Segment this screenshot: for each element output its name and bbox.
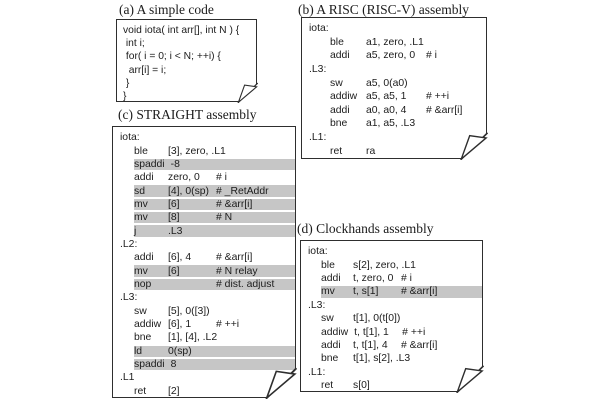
caption-panel-c: (c) STRAIGHT assembly: [118, 107, 257, 122]
operands: [5], 0([3]): [168, 305, 210, 317]
asm-label-line: .L3:: [308, 299, 326, 311]
operands: t[1], s[2], .L3: [353, 353, 411, 365]
opcode: ret: [134, 385, 147, 397]
operands: 0(sp): [168, 345, 192, 357]
opcode: mv: [134, 212, 148, 224]
operands: [6]: [168, 198, 180, 210]
operands: [2]: [168, 385, 180, 397]
asm-line: [302, 104, 486, 118]
code-line: }: [123, 90, 127, 102]
opcode: sw: [134, 305, 147, 317]
asm-line: [113, 331, 295, 344]
operands: t, zero, 0: [353, 272, 394, 284]
operands: -8: [170, 158, 180, 170]
asm-line-highlighted: [301, 285, 482, 298]
operands: [6]: [168, 265, 180, 277]
asm-line: [301, 272, 482, 285]
code-line: for( i = 0; i < N; ++i) {: [123, 51, 221, 63]
asm-label-line: .L3:: [309, 64, 327, 76]
folded-corner-icon: [263, 365, 297, 399]
folded-corner-icon: [454, 363, 484, 393]
opcode: nop: [134, 278, 152, 290]
asm-label-line: .L1: [120, 372, 135, 384]
comment: # ++i: [216, 318, 240, 330]
asm-line-highlighted: [113, 264, 295, 277]
asm-line: [113, 144, 295, 157]
code-line: }: [123, 77, 130, 89]
asm-label-line: .L2:: [120, 238, 138, 250]
comment: # &arr[i]: [401, 286, 438, 298]
caption-panel-b: (b) A RISC (RISC-V) assembly: [298, 2, 470, 17]
panel-b-riscv-assembly: [301, 17, 487, 159]
opcode: spaddi: [134, 158, 165, 170]
operands: s[0]: [353, 380, 370, 392]
opcode: addi: [321, 339, 341, 351]
operands: [6], 4: [168, 252, 192, 264]
opcode: addi: [330, 50, 350, 62]
asm-line: [113, 304, 295, 317]
operands: [3], zero, .L1: [168, 145, 226, 157]
comment: # N: [216, 212, 233, 224]
comment: # i: [401, 272, 412, 284]
asm-line-highlighted: [113, 158, 295, 171]
opcode: sw: [321, 313, 334, 325]
caption-panel-a: (a) A simple code: [119, 2, 214, 17]
opcode: mv: [134, 198, 148, 210]
operands: t, t[1], 4: [353, 339, 388, 351]
operands: 8: [170, 359, 177, 371]
asm-line: [302, 76, 486, 90]
panel-d-clockhands-assembly: [300, 240, 483, 392]
asm-line: [302, 49, 486, 63]
comment: # N relay: [216, 265, 258, 277]
opcode: ret: [330, 145, 343, 157]
asm-line: [301, 339, 482, 352]
operands: t, s[1]: [353, 286, 379, 298]
opcode: mv: [134, 265, 148, 277]
asm-line: [113, 171, 295, 184]
operands: [8]: [168, 212, 180, 224]
operands: a1, a5, .L3: [366, 118, 416, 130]
asm-line: [113, 318, 295, 331]
asm-label-line: .L3:: [120, 292, 138, 304]
operands: [4], 0(sp): [168, 185, 209, 197]
operands: a1, zero, .L1: [366, 36, 424, 48]
asm-label-line: .L1:: [309, 132, 327, 144]
asm-line-highlighted: [113, 198, 295, 211]
opcode: ble: [134, 145, 148, 157]
asm-line: [302, 36, 486, 50]
opcode: addi: [134, 252, 154, 264]
operands: t, t[1], 1: [354, 326, 389, 338]
opcode: sd: [134, 185, 145, 197]
asm-label-line: iota:: [309, 23, 329, 35]
operands: ra: [366, 145, 376, 157]
opcode: ble: [330, 36, 344, 48]
operands: t[1], 0(t[0]): [353, 313, 401, 325]
opcode: ret: [321, 380, 334, 392]
operands: zero, 0: [168, 172, 200, 184]
opcode: sw: [330, 77, 343, 89]
asm-listing: [113, 127, 295, 398]
asm-line: [113, 251, 295, 264]
asm-label-line: .L1:: [308, 366, 326, 378]
asm-line: [301, 312, 482, 325]
opcode: addiw: [321, 326, 349, 338]
opcode: addiw: [134, 318, 162, 330]
operands: a5, a5, 1: [366, 91, 407, 103]
operands: .L3: [168, 225, 183, 237]
opcode: addiw: [330, 91, 358, 103]
asm-line: [302, 90, 486, 104]
operands: a5, 0(a0): [366, 77, 408, 89]
comment: # &arr[i]: [401, 339, 438, 351]
asm-line: [301, 325, 482, 338]
folded-corner-icon: [458, 130, 488, 160]
comment: # &arr[i]: [216, 198, 253, 210]
comment: # &arr[i]: [426, 104, 463, 116]
opcode: addi: [321, 272, 341, 284]
asm-line-highlighted: [113, 211, 295, 224]
comment: # dist. adjust: [216, 278, 275, 290]
opcode: addi: [330, 104, 350, 116]
asm-line-highlighted: [113, 345, 295, 358]
comment: # ++i: [426, 91, 450, 103]
code-line: arr[i] = i;: [123, 64, 167, 76]
opcode: ble: [321, 259, 335, 271]
opcode: spaddi: [134, 359, 165, 371]
operands: [1], [4], .L2: [168, 332, 218, 344]
asm-label-line: iota:: [308, 246, 328, 258]
operands: s[2], zero, .L1: [353, 259, 416, 271]
asm-line: [301, 258, 482, 271]
comment: # i: [216, 172, 227, 184]
asm-line-highlighted: [113, 224, 295, 237]
opcode: ld: [134, 345, 143, 357]
asm-label-line: iota:: [120, 132, 140, 144]
opcode: bne: [134, 332, 152, 344]
opcode: j: [134, 225, 137, 237]
opcode: addi: [134, 172, 154, 184]
opcode: bne: [321, 353, 339, 365]
code-line: int i;: [123, 38, 145, 50]
operands: a0, a0, 4: [366, 104, 407, 116]
operands: [6], 1: [168, 318, 192, 330]
asm-line-highlighted: [113, 278, 295, 291]
opcode: bne: [330, 118, 348, 130]
code-line: void iota( int arr[], int N ) {: [123, 25, 240, 36]
panel-a-simple-code: [116, 19, 257, 102]
comment: # ++i: [402, 326, 426, 338]
comment: # i: [426, 50, 437, 62]
comment: # &arr[i]: [216, 252, 253, 264]
caption-panel-d: (d) Clockhands assembly: [297, 221, 434, 236]
asm-line-highlighted: [113, 184, 295, 197]
folded-corner-icon: [236, 81, 258, 103]
comment: # _RetAddr: [216, 185, 269, 197]
opcode: mv: [321, 286, 335, 298]
panel-c-straight-assembly: [112, 126, 296, 398]
operands: a5, zero, 0: [366, 50, 416, 62]
